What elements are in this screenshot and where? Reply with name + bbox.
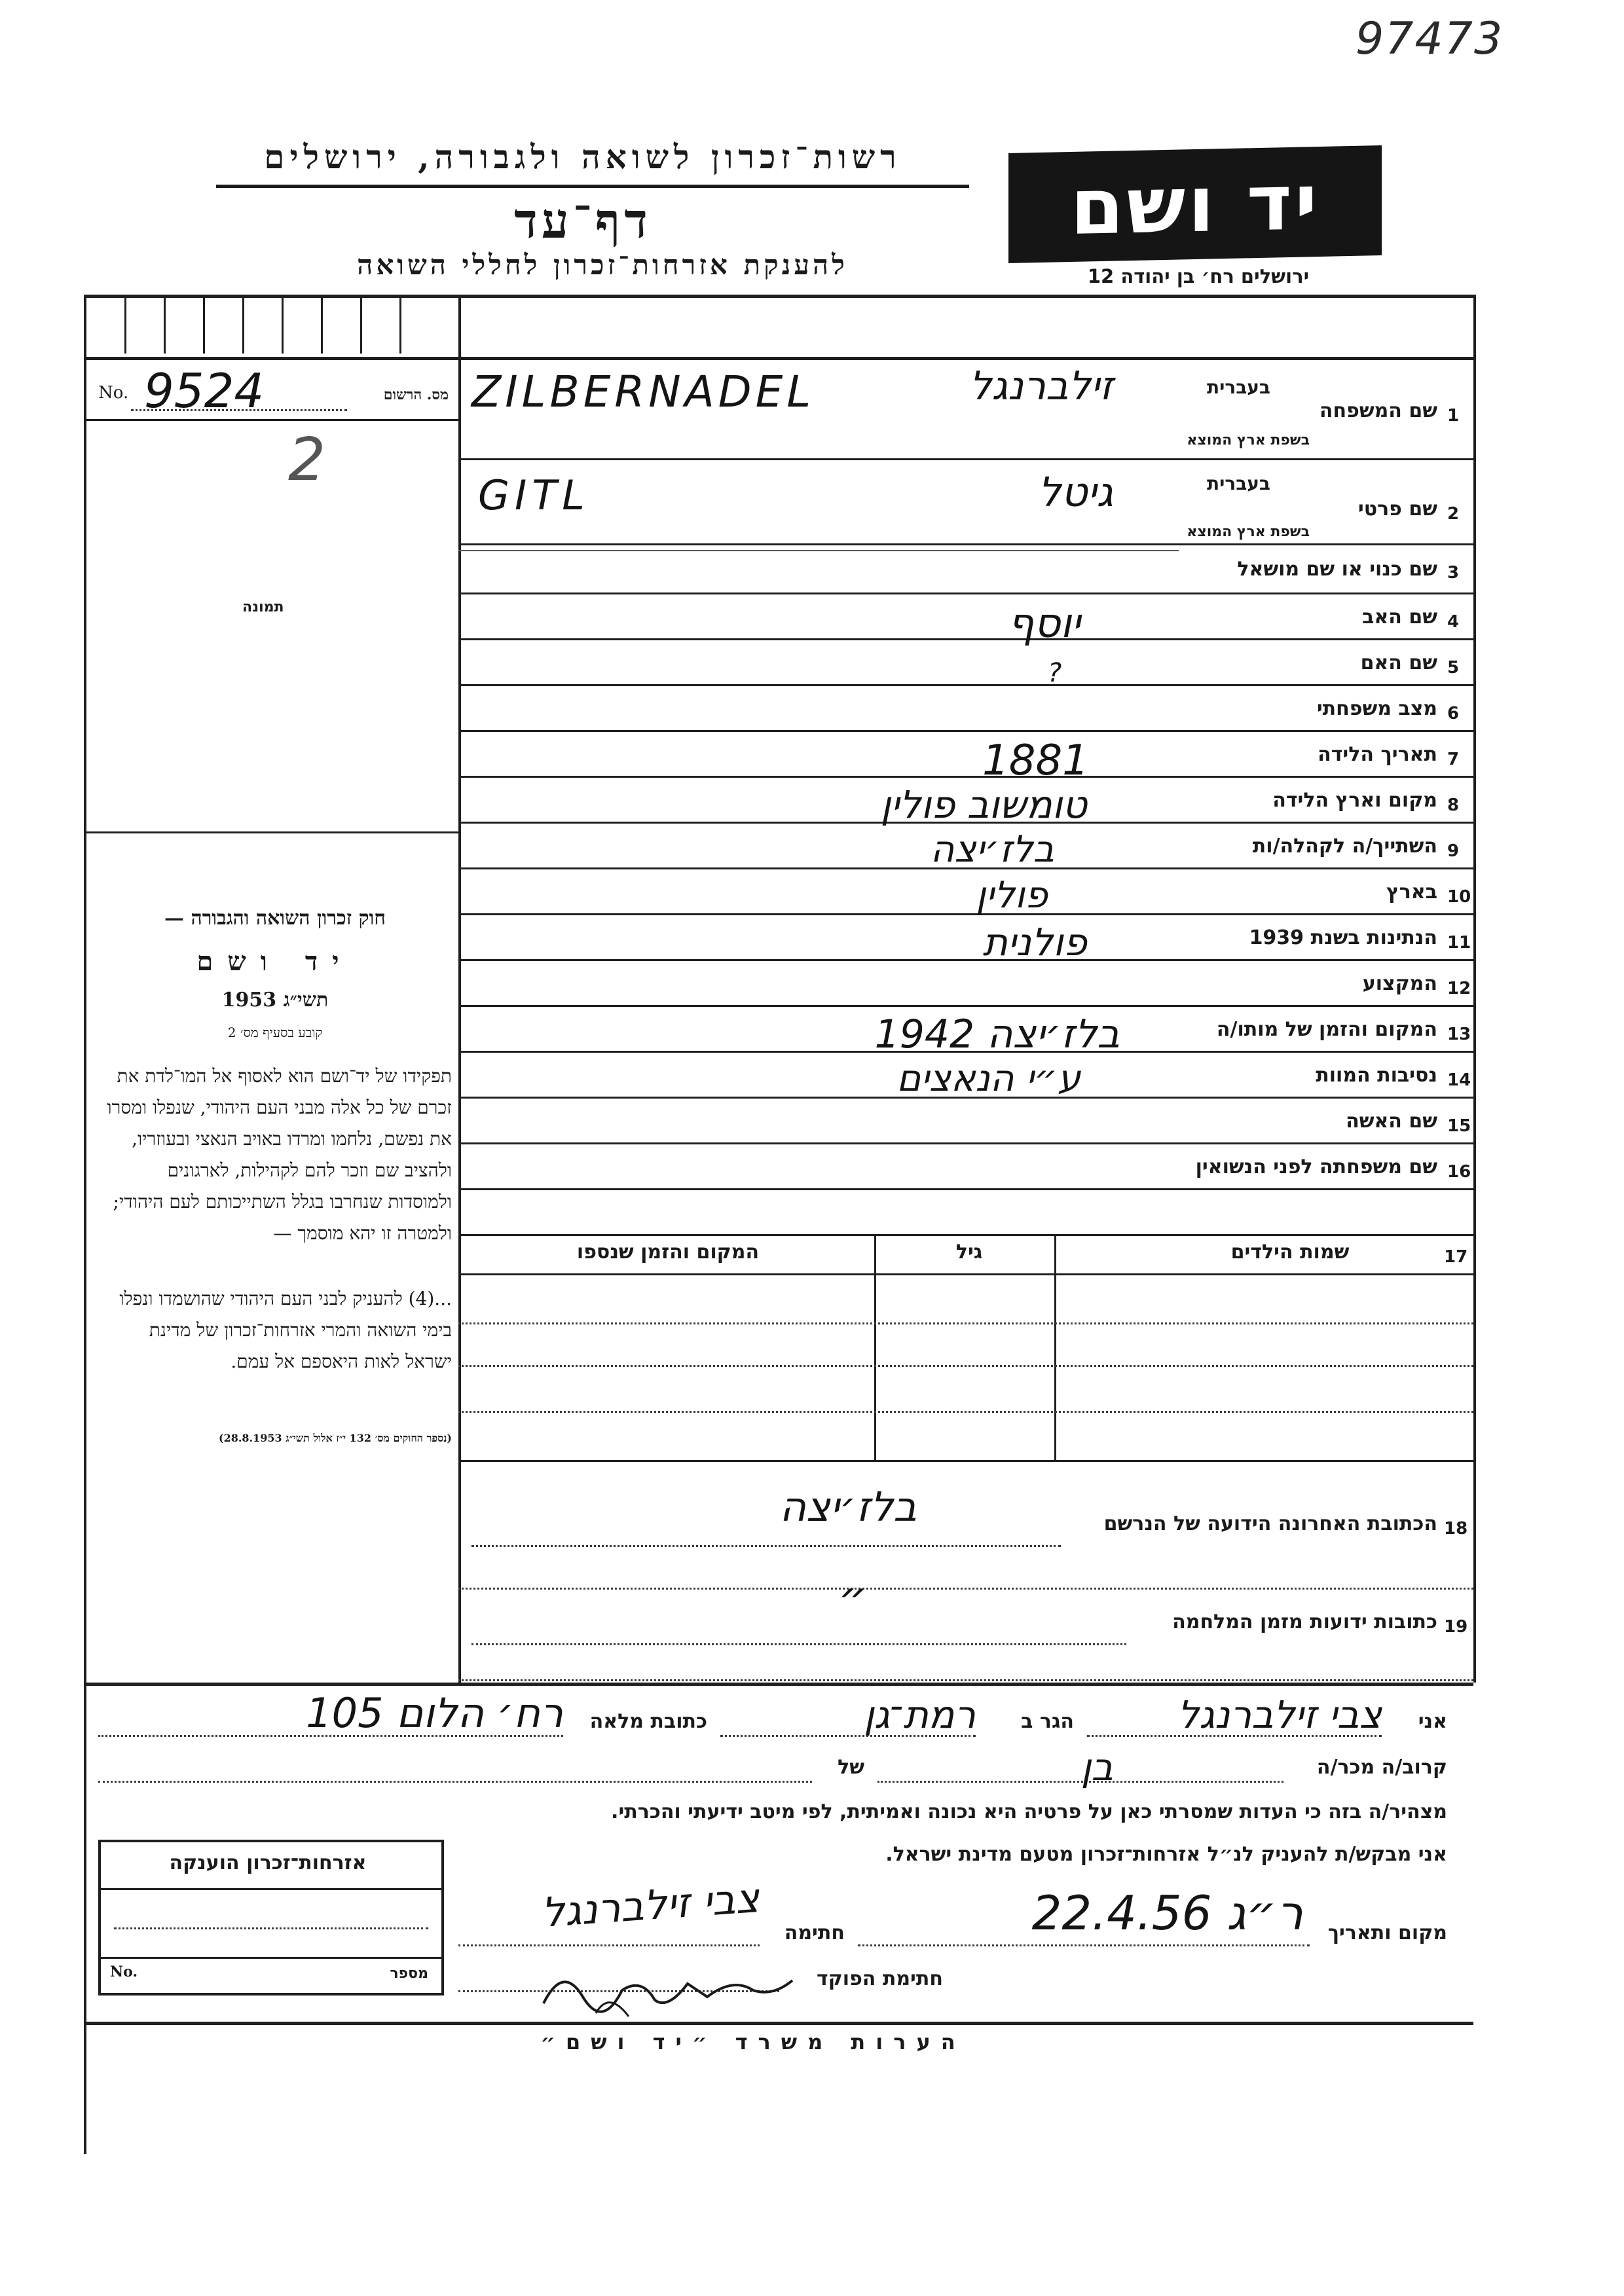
- field-13-label: המקום והזמן של מותו/ה: [1216, 1018, 1437, 1041]
- field-row-line: [458, 1234, 1473, 1236]
- wartime-address: ״: [838, 1571, 868, 1625]
- form-top-border: [85, 295, 1473, 298]
- form-subtitle: להענקת אזרחות־זכרון לחללי השואה: [357, 249, 848, 281]
- mother-name: ?: [1048, 658, 1062, 688]
- certificate-bottom-line: [101, 1957, 441, 1959]
- law-body: תפקידו של יד־ושם הוא לאסוף אל המו־לדת את זכרם של כל אלה מבני העם היהודי, שנפלו ומסרו את נפשם, נלחמו ומרדו באויב הנאצי ובעוזריו, ולהציב שם וזכר להם לקהילות, לארגונים ולמוסדות שנחרבו בגלל השתייכותם לעם היהודי; ולמטרה זו יהא מוסמך —: [107, 1065, 452, 1244]
- law-clause: ...(4) להעניק לבני העם היהודי שהושמדו ונפלו בימי השואה והמרי אזרחות־זכרון של מדינת ישראל לאות היאספם אל עמם.: [119, 1288, 452, 1372]
- relation-label: קרוב/ה מכר/ה: [1316, 1756, 1447, 1779]
- law-name: יד ושם: [196, 946, 354, 977]
- place-and-date: ר״ג 22.4.56: [1031, 1886, 1303, 1941]
- field-14-label: נסיבות המוות: [1316, 1064, 1437, 1087]
- last-address: בלז׳יצה: [779, 1483, 917, 1531]
- field-4-label: שם האב: [1362, 606, 1437, 629]
- declarant-name: צבי זילברנגל: [1177, 1692, 1382, 1737]
- children-table-bottom: [458, 1460, 1473, 1462]
- field-16-number: 16: [1447, 1162, 1471, 1182]
- header-row-line: [85, 357, 1473, 360]
- field-1-sub-origin: בשפת ארץ המוצא: [1187, 432, 1310, 448]
- community: בלז׳יצה: [930, 828, 1054, 871]
- field-row-line: [458, 543, 1473, 545]
- children-col-divider: [1054, 1234, 1056, 1460]
- registration-number: 9524: [144, 363, 265, 418]
- first-name-latin: GITL: [478, 471, 590, 519]
- logo-address: ירושלים רח׳ בן יהודה 12: [1087, 265, 1310, 287]
- photo-label: תמונה: [242, 599, 284, 615]
- children-col-divider: [874, 1234, 876, 1460]
- law-year: תשי״ג 1953: [221, 989, 329, 1011]
- family-name-hebrew: זילברנגל: [969, 363, 1113, 409]
- declaration-top-line: [85, 1683, 1473, 1686]
- form-title: דף־עד: [514, 193, 652, 249]
- field-10-number: 10: [1447, 887, 1471, 907]
- declarant-label: אני: [1418, 1710, 1447, 1733]
- certificate-number-label: מספר: [390, 1965, 428, 1982]
- declarant-signature: צבי זילברנגל: [540, 1873, 761, 1937]
- field-19-number: 19: [1444, 1617, 1468, 1637]
- field-17-number: 17: [1444, 1247, 1468, 1267]
- field-11-label: הנתינות בשנת 1939: [1249, 926, 1437, 949]
- registration-margin-mark: 2: [288, 426, 326, 494]
- birth-date: 1881: [982, 737, 1089, 785]
- certificate-no-label: No.: [110, 1963, 138, 1980]
- children-row-line: [458, 1365, 1473, 1367]
- certificate-title: אזרחות־זכרון הוענקה: [169, 1851, 367, 1874]
- field-11-number: 11: [1447, 933, 1471, 953]
- field-12-number: 12: [1447, 979, 1471, 998]
- field-2-sub-hebrew: בעברית: [1206, 473, 1270, 494]
- signature-label: חתימה: [784, 1922, 845, 1944]
- field-row-line: [458, 550, 1179, 551]
- office-notes-footer: הערות משרד ״יד ושם״: [540, 2030, 966, 2054]
- of-line: [98, 1781, 812, 1783]
- field-18-number: 18: [1444, 1519, 1468, 1539]
- tick-box-divider: [242, 295, 244, 354]
- certificate-title-line: [101, 1888, 441, 1890]
- registration-line: [85, 419, 458, 421]
- field-18-second-line: [458, 1588, 1473, 1590]
- field-15-number: 15: [1447, 1116, 1471, 1136]
- children-row-line: [458, 1322, 1473, 1324]
- death-place-time: בלז׳יצה 1942: [874, 1011, 1120, 1057]
- field-15-label: שם האשה: [1346, 1110, 1437, 1133]
- tick-box-divider: [124, 295, 126, 354]
- declaration-request: אני מבקש/ת להעניק לנ״ל אזרחות־זכרון מטעם מדינת ישראל.: [885, 1843, 1447, 1866]
- address-label: כתובת מלאה: [589, 1710, 707, 1733]
- children-place-header: המקום והזמן שנספו: [576, 1241, 760, 1264]
- field-7-number: 7: [1447, 750, 1460, 769]
- tick-box-divider: [164, 295, 166, 354]
- field-13-number: 13: [1447, 1025, 1471, 1044]
- field-18-label: הכתובת האחרונה הידועה של הנרשם: [1103, 1512, 1437, 1535]
- nationality-1939: פולנית: [982, 920, 1087, 964]
- place-date-line: [858, 1944, 1310, 1946]
- field-14-number: 14: [1447, 1070, 1471, 1090]
- field-9-number: 9: [1447, 841, 1460, 861]
- title-underline: [216, 185, 969, 188]
- field-2-number: 2: [1447, 504, 1460, 524]
- footer-top-line: [85, 2022, 1473, 2025]
- first-name-hebrew: גיטל: [1038, 468, 1113, 516]
- yad-vashem-logo: יד ושם: [1008, 145, 1382, 263]
- form-left-border: [84, 295, 86, 2154]
- field-3-label: שם כנוי או שם מושאל: [1237, 558, 1437, 581]
- field-row-line: [458, 1005, 1473, 1007]
- field-6-number: 6: [1447, 704, 1460, 723]
- field-5-label: שם האם: [1360, 651, 1437, 674]
- registration-no-label: No.: [98, 383, 129, 403]
- field-7-label: תאריך הלידה: [1318, 743, 1437, 766]
- of-label: של: [838, 1756, 864, 1779]
- birth-place: טומשוב פולין: [880, 782, 1087, 827]
- certificate-box: [98, 1840, 444, 1995]
- field-9-label: השתייך/ה לקהלה/ות: [1252, 835, 1437, 858]
- field-19-label: כתובות ידועות מזמן המלחמה: [1172, 1611, 1437, 1633]
- field-1-number: 1: [1447, 406, 1460, 426]
- country: פולין: [976, 874, 1048, 917]
- place-date-label: מקום ותאריך: [1327, 1922, 1447, 1944]
- death-circumstances: ע״י הנאצים: [896, 1057, 1080, 1100]
- signature-line: [458, 1944, 760, 1946]
- field-2-sub-origin: בשפת ארץ המוצא: [1187, 524, 1310, 540]
- law-title: חוק זכרון השואה והגבורה —: [164, 907, 386, 930]
- certificate-line: [114, 1927, 428, 1929]
- authority-title: רשות־זכרון לשואה ולגבורה, ירושלים: [264, 137, 902, 176]
- field-1-label: שם המשפחה: [1319, 399, 1437, 422]
- field-row-line: [458, 776, 1473, 778]
- registration-he-label: מס. הרשום: [383, 386, 449, 403]
- column-divider: [458, 295, 461, 1683]
- family-name-latin: ZILBERNADEL: [471, 367, 815, 417]
- field-2-label: שם פרטי: [1357, 498, 1437, 520]
- tick-box-divider: [203, 295, 205, 354]
- field-19-second-line: [458, 1679, 1473, 1681]
- field-8-label: מקום וארץ הלידה: [1272, 789, 1437, 812]
- field-3-number: 3: [1447, 563, 1460, 583]
- tick-box-divider: [282, 295, 284, 354]
- law-section: קובע בסעיף מס׳ 2: [227, 1025, 323, 1040]
- father-name: יוסף: [1008, 599, 1080, 647]
- law-citation: (נספר החוקים מס׳ 132 י״ז אלול תשי״ג 28.8.1953): [219, 1432, 452, 1444]
- field-row-line: [458, 684, 1473, 686]
- declaration-statement: מצהיר/ה בזה כי העדות שמסרתי כאן על פרטיה היא נכונה ואמיתית, לפי מיטב ידיעתי והכרתי.: [611, 1800, 1447, 1823]
- resident-label: הגר ב: [1021, 1710, 1074, 1733]
- field-8-number: 8: [1447, 795, 1460, 815]
- field-12-label: המקצוע: [1362, 972, 1437, 995]
- field-row-line: [458, 592, 1473, 594]
- officer-signature-scribble: [537, 1951, 799, 2023]
- field-row-line: [458, 458, 1473, 460]
- children-age-header: גיל: [955, 1241, 983, 1264]
- field-18-line: [471, 1545, 1061, 1547]
- field-row-line: [458, 1142, 1473, 1144]
- field-6-label: מצב משפחתי: [1316, 697, 1437, 720]
- field-19-line: [471, 1643, 1126, 1645]
- children-names-header: שמות הילדים: [1230, 1241, 1350, 1264]
- field-row-line: [458, 1188, 1473, 1190]
- photo-area-bottom: [85, 831, 458, 833]
- field-16-label: שם משפחתה לפני הנשואין: [1195, 1156, 1437, 1178]
- tick-box-divider: [321, 295, 323, 354]
- declarant-relation: בן: [1080, 1745, 1113, 1789]
- field-5-number: 5: [1447, 658, 1460, 678]
- tick-box-divider: [360, 295, 362, 354]
- field-4-number: 4: [1447, 612, 1460, 632]
- officer-signature-label: חתימת הפוקד: [817, 1967, 943, 1990]
- document-number: 97473: [1356, 13, 1504, 65]
- children-header-line: [458, 1273, 1473, 1275]
- tick-box-divider: [399, 295, 401, 354]
- form-right-border: [1473, 295, 1476, 1683]
- field-row-line: [458, 730, 1473, 732]
- declarant-city: רמת־גן: [864, 1692, 976, 1737]
- field-1-sub-hebrew: בעברית: [1206, 376, 1270, 398]
- children-row-line: [458, 1411, 1473, 1413]
- declarant-address: רח׳ הלום 105: [306, 1689, 563, 1737]
- field-10-label: בארץ: [1386, 881, 1437, 903]
